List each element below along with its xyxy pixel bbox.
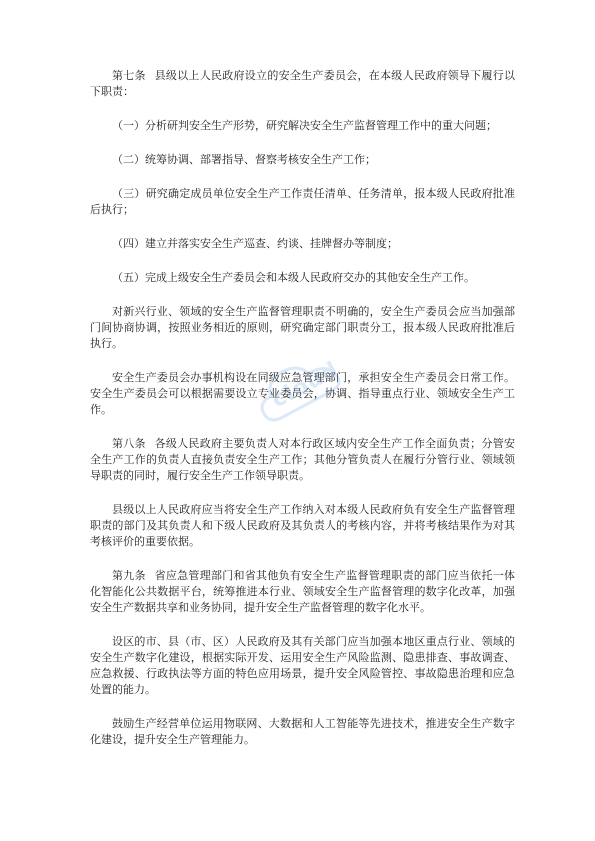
- paragraph-text: 设区的市、县（市、区）人民政府及其有关部门应当加强本地区重点行业、领域的安全生产数字化建设，根据实际开发、运用安全生产风险监测、隐患排查、事故调查、应急救援、行政执法等方面的特色应用场景，提升安全风险管控、事故隐患治理和应急处置的能力。: [90, 635, 515, 696]
- paragraph-item-2: [90, 152, 515, 168]
- paragraph-article-7-clause-3: [90, 370, 515, 418]
- paragraph-text: 省应急管理部门和省其他负有安全生产监督管理职责的部门应当依托一体化智能化公共数据平台，统筹推进本行业、领域安全生产监督管理的数字化改革，加强安全生产数据共享和业务协同，提升安全生产监督管理的数字化水平。: [90, 569, 515, 614]
- paragraph-item-1: [90, 118, 515, 134]
- paragraph-item-4: [90, 236, 515, 252]
- paragraph-text: 县级以上人民政府设立的安全生产委员会，在本级人民政府领导下履行以下职责：: [90, 69, 515, 98]
- paragraph-item-3: [90, 186, 515, 218]
- paragraph-text: 各级人民政府主要负责人对本行政区域内安全生产工作全面负责；分管安全生产工作的负责人直接负责安全生产工作；其他分管负责人在履行分管行业、领域领导职责的同时，履行安全生产工作领导职责。: [90, 437, 515, 482]
- paragraph-text: （三）研究确定成员单位安全生产工作责任清单、任务清单，报本级人民政府批准后执行；: [90, 187, 515, 216]
- article-title: 第九条: [112, 569, 146, 582]
- paragraph-article-9-clause-3: [90, 716, 515, 748]
- paragraph-text: 鼓励生产经营单位运用物联网、大数据和人工智能等先进技术，推进安全生产数字化建设，提升安全生产管理能力。: [90, 717, 515, 746]
- paragraph-article-7-clause-2: [90, 304, 515, 352]
- paragraph-text: （二）统筹协调、部署指导、督察考核安全生产工作；: [112, 153, 376, 166]
- article-title: 第七条: [112, 69, 146, 82]
- watermark-text: cloud: [267, 357, 344, 414]
- paragraph-text: 安全生产委员会办事机构设在同级应急管理部门，承担安全生产委员会日常工作。安全生产委员会可以根据需要设立专业委员会，协调、指导重点行业、领域安全生产工作。: [90, 371, 515, 416]
- paragraph-article-8: [90, 436, 515, 484]
- article-title: 第八条: [112, 437, 146, 450]
- paragraph-article-9: [90, 568, 515, 616]
- paragraph-article-7: [90, 68, 515, 100]
- paragraph-article-8-clause-2: [90, 502, 515, 550]
- paragraph-text: 县级以上人民政府应当将安全生产工作纳入对本级人民政府负有安全生产监督管理职责的部门及其负责人和下级人民政府及其负责人的考核内容，并将考核结果作为对其考核评价的重要依据。: [90, 503, 515, 548]
- document-body: [90, 68, 515, 748]
- paragraph-text: （一）分析研判安全生产形势，研究解决安全生产监督管理工作中的重大问题；: [112, 119, 497, 132]
- paragraph-text: （五）完成上级安全生产委员会和本级人民政府交办的其他安全生产工作。: [112, 271, 475, 284]
- paragraph-item-5: [90, 270, 515, 286]
- paragraph-text: 对新兴行业、领域的安全生产监督管理职责不明确的，安全生产委员会应当加强部门间协商协调，按照业务相近的原则，研究确定部门职责分工，报本级人民政府批准后执行。: [90, 305, 515, 350]
- paragraph-text: （四）建立并落实安全生产巡查、约谈、挂牌督办等制度；: [112, 237, 398, 250]
- paragraph-article-9-clause-2: [90, 634, 515, 698]
